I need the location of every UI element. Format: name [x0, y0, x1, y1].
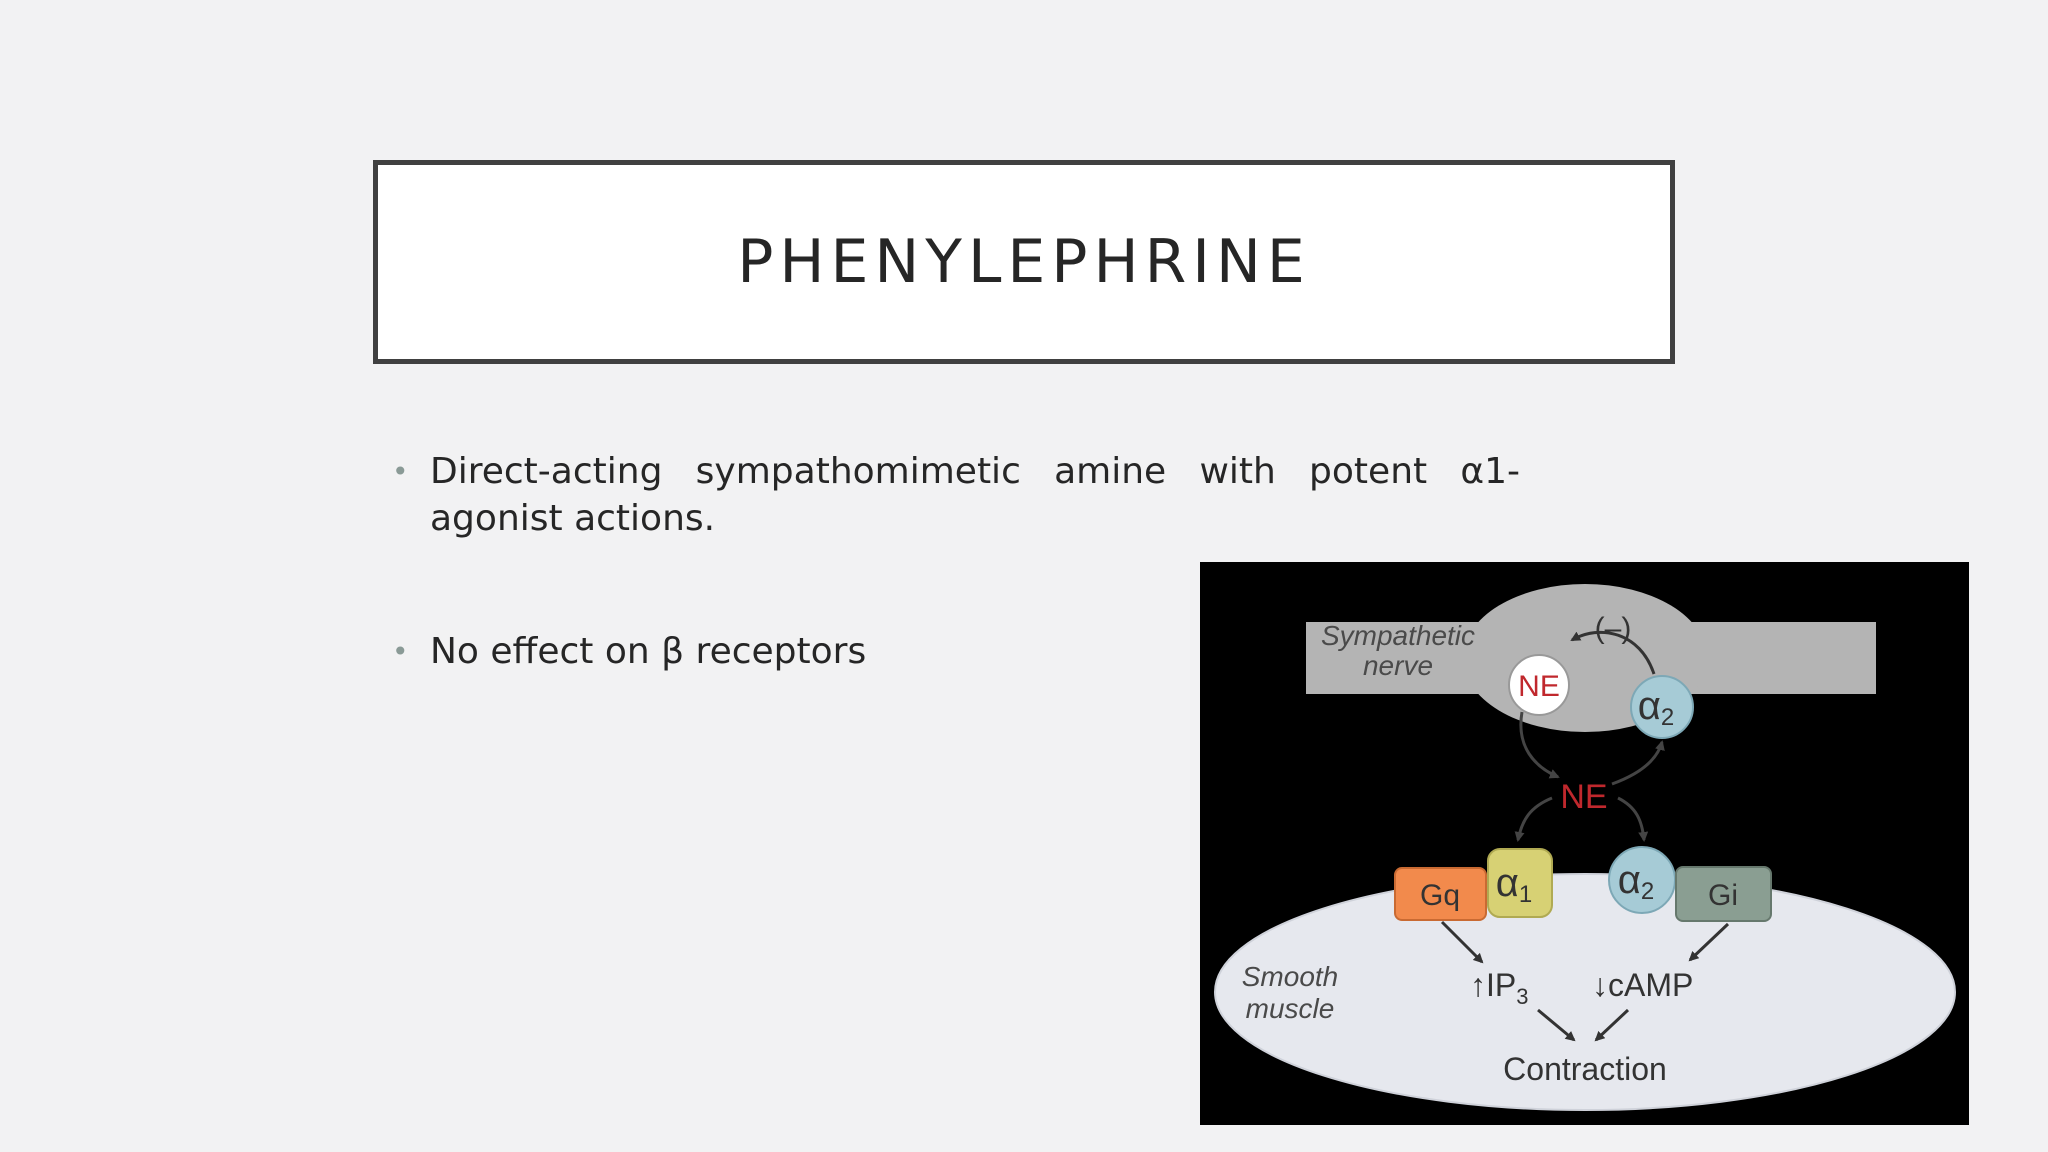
bullet-text: No effect on β receptors	[430, 631, 867, 672]
bullet-dot-icon: •	[392, 635, 409, 668]
muscle-label-line1: Smooth	[1241, 961, 1339, 992]
nerve-label-line2: nerve	[1362, 650, 1434, 681]
alpha1-subscript: 1	[1518, 881, 1533, 908]
bullet-dot-icon: •	[392, 455, 409, 488]
title-box	[373, 160, 1675, 364]
bullet-item	[390, 448, 1520, 542]
gi-label: Gi	[1708, 879, 1738, 912]
feedback-arrow	[1612, 742, 1662, 784]
alpha2-pre-subscript: 2	[1660, 704, 1675, 731]
gq-label: Gq	[1419, 879, 1461, 912]
ip3-label: ↑IP	[1470, 967, 1517, 1003]
alpha2-post-subscript: 2	[1640, 878, 1655, 905]
bullet-text: Direct-acting sympathomimetic amine with potent α1-agonist actions.	[430, 451, 1520, 539]
camp-label: ↓cAMP	[1592, 967, 1694, 1003]
alpha2-pre-symbol: α	[1637, 684, 1661, 728]
ne-released-label: NE	[1560, 778, 1608, 816]
nerve-label-line1: Sympathetic	[1320, 620, 1476, 651]
alpha2-post-symbol: α	[1617, 858, 1641, 902]
inhibition-label: (–)	[1594, 612, 1632, 645]
slide-title: PHENYLEPHRINE	[737, 227, 1311, 297]
ne-to-alpha2-arrow	[1618, 798, 1644, 840]
muscle-label-line2: muscle	[1245, 993, 1335, 1024]
ip3-subscript: 3	[1516, 984, 1529, 1009]
adrenergic-synapse-diagram	[1200, 562, 1969, 1125]
contraction-label: Contraction	[1503, 1051, 1667, 1087]
alpha1-symbol: α	[1495, 861, 1519, 905]
ne-vesicle-label: NE	[1518, 670, 1560, 703]
ne-to-alpha1-arrow	[1518, 798, 1552, 840]
